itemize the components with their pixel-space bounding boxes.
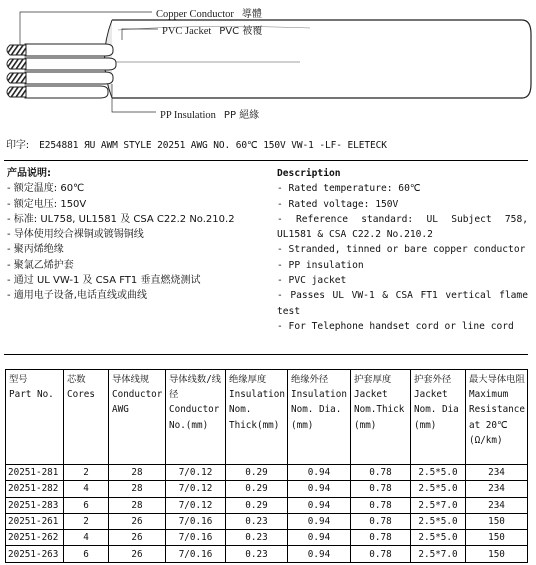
cell-cores: 4 [64, 530, 109, 546]
copper-conductor-label-cn: 導體 [241, 9, 262, 20]
cell-awg: 28 [109, 497, 166, 513]
table-row [6, 513, 528, 529]
list-item: - 额定温度: 60℃ [7, 183, 85, 195]
list-item: - 额定电压: 150V [7, 198, 87, 210]
cell-conductor-no: 7/0.12 [166, 465, 226, 481]
cell-conductor-no: 7/0.12 [166, 481, 226, 497]
header-insulation-dia: 绝缘外径 Insulation Nom. Dia. (mm) [288, 370, 351, 465]
description-english [277, 166, 528, 334]
list-item: - 適用电子设备,电话直线或曲线 [7, 290, 147, 302]
cell-insulation-thick: 0.23 [226, 530, 288, 546]
cell-insulation-thick: 0.29 [226, 465, 288, 481]
cell-cores: 6 [64, 497, 109, 513]
table-row [6, 465, 528, 481]
spec-table [5, 369, 528, 563]
pvc-jacket-label: PVC Jacket [162, 26, 212, 37]
pvc-jacket-label-cn: PVC 被覆 [219, 26, 263, 37]
cell-max-resistance: 150 [466, 513, 528, 529]
cell-conductor-no: 7/0.16 [166, 513, 226, 529]
cell-conductor-no: 7/0.16 [166, 546, 226, 562]
description-en-title: Description [277, 168, 341, 179]
pp-insulation-label-cn: PP 絕緣 [223, 110, 260, 121]
cell-part-no: 20251-263 [6, 546, 64, 562]
description-cn-title: 产品说明: [7, 168, 51, 179]
print-legend [6, 136, 387, 151]
cell-jacket-dia: 2.5*5.0 [411, 481, 466, 497]
cell-jacket-dia: 2.5*7.0 [411, 546, 466, 562]
pp-insulation-label: PP Insulation [160, 110, 216, 121]
list-item: - 聚丙烯绝缘 [7, 244, 64, 256]
cell-insulation-thick: 0.29 [226, 481, 288, 497]
list-item: - Stranded, tinned or bare copper conductor [277, 244, 526, 256]
cell-max-resistance: 234 [466, 497, 528, 513]
cell-insulation-thick: 0.23 [226, 546, 288, 562]
list-item: - PP insulation [277, 259, 364, 271]
cell-jacket-thick: 0.78 [351, 497, 411, 513]
cell-awg: 26 [109, 513, 166, 529]
list-item: - Reference standard: UL Subject 758, UL1581 & CSA C22.2 No.210.2 [277, 213, 528, 241]
cell-max-resistance: 234 [466, 465, 528, 481]
cell-insulation-thick: 0.23 [226, 513, 288, 529]
divider-top [4, 160, 528, 161]
header-cores: 芯数 Cores [64, 370, 109, 465]
list-item: - Rated temperature: 60℃ [277, 183, 421, 195]
table-row [6, 497, 528, 513]
cell-part-no: 20251-281 [6, 465, 64, 481]
cell-insulation-thick: 0.29 [226, 497, 288, 513]
callout-pp-insulation [160, 106, 259, 121]
copper-conductor-label: Copper Conductor [156, 9, 234, 20]
cell-insulation-dia: 0.94 [288, 546, 351, 562]
cell-jacket-thick: 0.78 [351, 481, 411, 497]
cell-cores: 4 [64, 481, 109, 497]
description-chinese [7, 166, 269, 304]
cell-conductor-no: 7/0.16 [166, 530, 226, 546]
header-max-resistance: 最大导体电阻 Maximum Resistance at 20℃ (Ω/km) [466, 370, 528, 465]
header-insulation-thick: 绝缘厚度 Insulation Nom. Thick(mm) [226, 370, 288, 465]
header-conductor-no: 导体线数/线径 Conductor No.(mm) [166, 370, 226, 465]
header-conductor-awg: 导体线规 Conductor AWG [109, 370, 166, 465]
list-item: - Passes UL VW-1 & CSA FT1 vertical flame test [277, 290, 528, 317]
cell-part-no: 20251-262 [6, 530, 64, 546]
list-item: - 标准: UL758, UL1581 及 CSA C22.2 No.210.2 [7, 213, 235, 225]
cell-max-resistance: 234 [466, 481, 528, 497]
cell-awg: 26 [109, 546, 166, 562]
cell-awg: 26 [109, 530, 166, 546]
cell-insulation-dia: 0.94 [288, 530, 351, 546]
insulated-wires [25, 44, 116, 98]
header-jacket-dia: 护套外径 Jacket Nom. Dia (mm) [411, 370, 466, 465]
copper-conductors [7, 45, 26, 97]
cell-jacket-thick: 0.78 [351, 513, 411, 529]
cell-jacket-thick: 0.78 [351, 465, 411, 481]
cell-cores: 2 [64, 513, 109, 529]
cell-jacket-thick: 0.78 [351, 530, 411, 546]
cable-illustration [0, 0, 536, 128]
cell-conductor-no: 7/0.12 [166, 497, 226, 513]
print-text: E254881 ЯU AWM STYLE 20251 AWG NO. 60℃ 150V VW-1 -LF- ELETECK [39, 140, 387, 151]
cell-jacket-dia: 2.5*5.0 [411, 530, 466, 546]
cell-jacket-dia: 2.5*5.0 [411, 513, 466, 529]
cell-awg: 28 [109, 465, 166, 481]
header-jacket-thick: 护套厚度 Jacket Nom.Thick (mm) [351, 370, 411, 465]
list-item: - PVC jacket [277, 275, 347, 287]
table-row [6, 530, 528, 546]
cell-max-resistance: 150 [466, 530, 528, 546]
cell-jacket-dia: 2.5*7.0 [411, 497, 466, 513]
list-item: - For Telephone handset cord or line cord [277, 320, 514, 332]
header-part-no: 型号 Part No. [6, 370, 64, 465]
callout-pvc-jacket [162, 22, 262, 37]
table-header-row [6, 370, 528, 465]
print-label: 印字: [6, 140, 30, 151]
cell-awg: 28 [109, 481, 166, 497]
list-item: - Rated voltage: 150V [277, 198, 399, 210]
cell-insulation-dia: 0.94 [288, 465, 351, 481]
cell-insulation-dia: 0.94 [288, 481, 351, 497]
cell-insulation-dia: 0.94 [288, 513, 351, 529]
divider-bottom [4, 354, 528, 355]
cell-cores: 6 [64, 546, 109, 562]
cell-part-no: 20251-261 [6, 513, 64, 529]
table-row [6, 481, 528, 497]
cell-insulation-dia: 0.94 [288, 497, 351, 513]
cell-cores: 2 [64, 465, 109, 481]
cell-jacket-thick: 0.78 [351, 546, 411, 562]
list-item: - 聚氯乙烯护套 [7, 259, 74, 271]
table-row [6, 546, 528, 562]
cell-part-no: 20251-282 [6, 481, 64, 497]
cell-jacket-dia: 2.5*5.0 [411, 465, 466, 481]
list-item: - 导体使用绞合裸铜或镀锡铜线 [7, 229, 144, 241]
cell-part-no: 20251-283 [6, 497, 64, 513]
list-item: - 通过 UL VW-1 及 CSA FT1 垂直燃烧测试 [7, 275, 201, 287]
callout-copper-conductor [156, 5, 262, 20]
cell-max-resistance: 150 [466, 546, 528, 562]
